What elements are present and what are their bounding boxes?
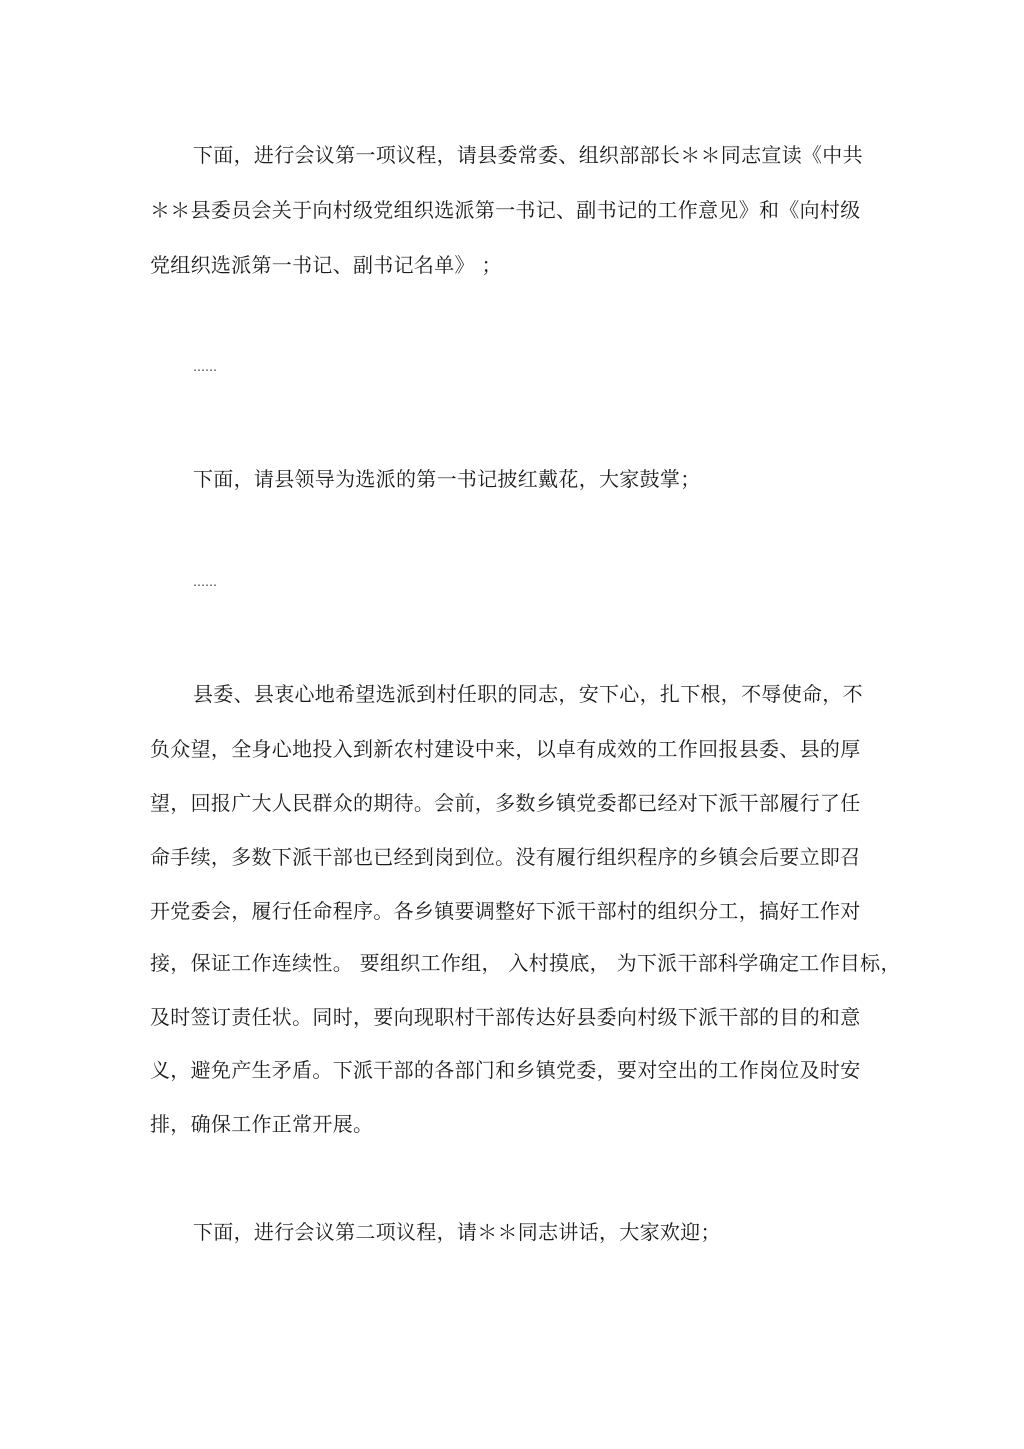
paragraph-3-line-6: 接，保证工作连续性。 要组织工作组， 入村摸底， 为下派干部科学确定工作目标， bbox=[150, 951, 901, 975]
paragraph-3-line-4: 命手续，多数下派干部也已经到岗到位。没有履行组织程序的乡镇会后要立即召 bbox=[150, 845, 861, 869]
paragraph-3-line-5: 开党委会，履行任命程序。各乡镇要调整好下派干部村的组织分工，搞好工作对 bbox=[150, 899, 861, 923]
paragraph-3-line-2: 负众望，全身心地投入到新农村建设中来，以卓有成效的工作回报县委、县的厚 bbox=[150, 737, 861, 761]
paragraph-1-line-2: ＊＊县委员会关于向村级党组织选派第一书记、副书记的工作意见》和《向村级 bbox=[150, 198, 861, 222]
ellipsis-1: …… bbox=[193, 360, 217, 374]
paragraph-3-line-8: 义，避免产生矛盾。下派干部的各部门和乡镇党委，要对空出的工作岗位及时安 bbox=[150, 1058, 861, 1082]
paragraph-1-line-1: 下面，进行会议第一项议程，请县委常委、组织部部长＊＊同志宣读《中共 bbox=[193, 143, 863, 167]
paragraph-3-line-1: 县委、县衷心地希望选派到村任职的同志，安下心，扎下根，不辱使命，不 bbox=[193, 682, 863, 706]
paragraph-3-line-3: 望，回报广大人民群众的期待。会前，多数乡镇党委都已经对下派干部履行了任 bbox=[150, 791, 861, 815]
paragraph-1-line-3: 党组织选派第一书记、副书记名单》 ； bbox=[150, 253, 502, 277]
paragraph-4-line-1: 下面，进行会议第二项议程，请＊＊同志讲话，大家欢迎； bbox=[193, 1220, 721, 1244]
paragraph-2-line-1: 下面，请县领导为选派的第一书记披红戴花，大家鼓掌； bbox=[193, 467, 701, 491]
paragraph-3-line-9: 排，确保工作正常开展。 bbox=[150, 1112, 374, 1136]
ellipsis-2: …… bbox=[193, 575, 217, 589]
paragraph-3-line-7: 及时签订责任状。同时，要向现职村干部传达好县委向村级下派干部的目的和意 bbox=[150, 1005, 861, 1029]
